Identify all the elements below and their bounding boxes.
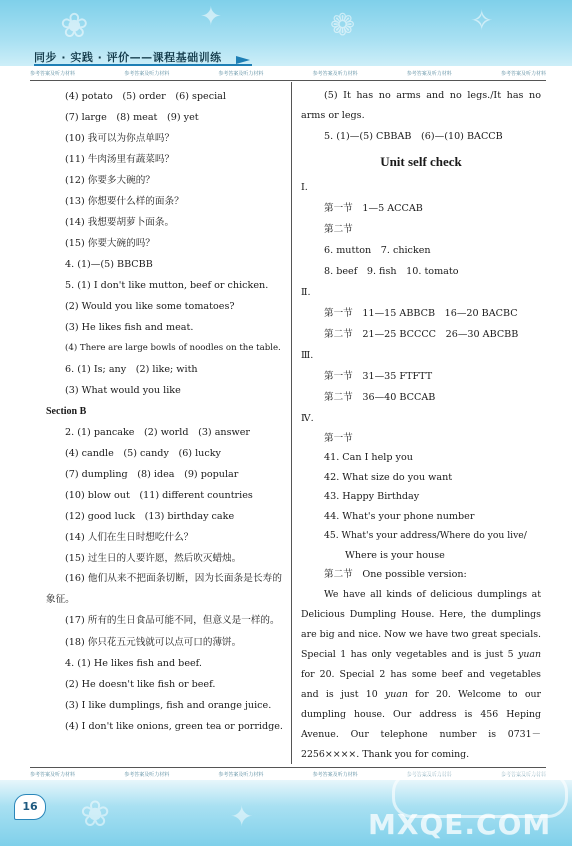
unit-self-check-title: Unit self check [380, 154, 462, 169]
watermark-text: MXQE.COM [368, 808, 552, 841]
strip-label: 参考答案及听力材料 [312, 70, 358, 77]
answer-line: 2. (1) pancake (2) world (3) answer [65, 427, 251, 438]
answer-line: (4) candle (5) candy (6) lucky [65, 448, 221, 459]
answer-line: 第一节 [324, 433, 353, 444]
answer-line: 8. beef 9. fish 10. tomato [324, 266, 459, 277]
answer-line: (12) good luck (13) birthday cake [65, 511, 235, 522]
strip-label: 参考答案及听力材料 [500, 70, 546, 77]
answer-line: (4) potato (5) order (6) special [65, 91, 226, 102]
column-divider [291, 82, 292, 764]
strip-label: 参考答案及听力材料 [406, 771, 452, 778]
answer-line: 第二节 36—40 BCCAB [324, 392, 436, 403]
answer-line: (15) 你要大碗的吗？ [65, 238, 155, 249]
answer-line: 第二节 [324, 224, 353, 235]
answer-line: 第二节 One possible version: [324, 569, 467, 580]
answer-line: 5. (1) I don't like mutton, beef or chicken. [65, 280, 269, 291]
strip-label: 参考答案及听力材料 [406, 70, 452, 77]
essay-text: We have all kinds of delicious dumplings at Delicious Dumpling House. Here, the dumplings are big and nice. Now we have two great specials. Special 1 has only vegetables and is just 5 [301, 588, 541, 660]
answer-line: (2) Would you like some tomatoes? [65, 301, 235, 312]
answer-line: 6. (1) Is; any (2) like; with [65, 364, 198, 375]
model-essay [301, 585, 541, 765]
answer-line: (4) There are large bowls of noodles on the table. [65, 343, 281, 353]
answer-line: 42. What size do you want [324, 471, 453, 483]
answer-line: (15) 过生日的人要许愿，然后吹灭蜡烛。 [65, 553, 242, 564]
header-underline [34, 64, 252, 66]
answer-line: (3) What would you like [65, 385, 181, 396]
strip-label: 参考答案及听力材料 [500, 771, 546, 778]
answer-line: Where is your house [345, 549, 445, 561]
answer-line: 43. Happy Birthday [324, 491, 420, 502]
answer-paragraph: (16) 他们从来不把面条切断，因为长面条是长寿的象征。 [46, 573, 282, 605]
answer-line: 41. Can I help you [324, 452, 413, 463]
answer-line: (11) 牛肉汤里有蔬菜吗？ [65, 154, 175, 165]
strip-label: 参考答案及听力材料 [218, 771, 264, 778]
answer-line: (7) dumpling (8) idea (9) popular [65, 469, 239, 480]
answer-line: 6. mutton 7. chicken [324, 245, 431, 256]
essay-text: yuan [384, 688, 408, 700]
answer-line: (12) 你要多大碗的？ [65, 175, 155, 186]
decorative-swirl-icon: ❀ [80, 794, 111, 835]
answer-line: (4) I don't like onions, green tea or porridge. [65, 720, 283, 732]
essay-text: yuan [518, 648, 541, 660]
strip-label: 参考答案及听力材料 [218, 70, 264, 77]
answer-line: 第一节 11—15 ABBCB 16—20 BACBC [324, 308, 518, 319]
section-numeral: Ⅳ. [301, 413, 314, 424]
answer-line: (3) I like dumplings, fish and orange juice. [65, 699, 272, 711]
answer-line: 45. What's your address/Where do you live/ [324, 530, 527, 541]
answer-paragraph: (17) 所有的生日食品可能不同，但意义是一样的。 [65, 615, 280, 626]
decorative-swirl-icon: ❀ [60, 6, 89, 46]
page-number: 16 [14, 794, 46, 820]
strip-label: 参考答案及听力材料 [124, 70, 170, 77]
decorative-star-icon: ✧ [470, 4, 494, 37]
answer-line: (18) 你只花五元钱就可以点可口的薄饼。 [65, 636, 242, 648]
answer-line: 4. (1)—(5) BBCBB [65, 259, 153, 270]
answer-line: (13) 你想要什么样的面条？ [65, 196, 184, 207]
answer-line: (7) large (8) meat (9) yet [65, 112, 199, 123]
answer-line: 第一节 1—5 ACCAB [324, 203, 423, 214]
essay-text: for 20. Special 2 has some beef and vegetables and is just 10 [301, 668, 541, 700]
right-column [301, 86, 541, 765]
strip-label: 参考答案及听力材料 [30, 70, 76, 77]
decorative-star-icon: ✦ [230, 800, 254, 833]
essay-text: for 20. Welcome to our dumpling house. Our address is 456 Heping Avenue. Our telephone number is 0731－2256××××. Thank you for coming. [301, 688, 542, 760]
section-numeral: Ⅰ. [301, 182, 308, 193]
answer-line: (3) He likes fish and meat. [65, 322, 194, 333]
answer-line: 44. What's your phone number [324, 510, 475, 522]
section-b-heading: Section B [46, 406, 87, 417]
answer-line: (14) 人们在生日时想吃什么？ [65, 532, 194, 543]
answer-line: 第一节 31—35 FTFTT [324, 371, 433, 382]
decorative-swirl-icon: ❁ [330, 8, 356, 43]
answer-line: (2) He doesn't like fish or beef. [65, 678, 216, 690]
section-numeral: Ⅱ. [301, 287, 311, 298]
header-title: 同步 · 实践 · 评价——课程基础训练 [34, 51, 222, 64]
section-numeral: Ⅲ. [301, 350, 314, 361]
answer-line: (10) 我可以为你点单吗？ [65, 133, 175, 144]
strip-label: 参考答案及听力材料 [30, 771, 76, 778]
answer-line: 5. (1)—(5) CBBAB (6)—(10) BACCB [324, 131, 503, 142]
answer-paragraph: (5) It has no arms and no legs./It has no arms or legs. [301, 90, 541, 121]
left-column [46, 86, 282, 737]
answer-strip-top [30, 68, 546, 78]
strip-label: 参考答案及听力材料 [124, 771, 170, 778]
decorative-star-icon: ✦ [200, 2, 222, 32]
answer-line: (10) blow out (11) different countries [65, 490, 253, 501]
answer-line: 第二节 21—25 BCCCC 26—30 ABCBB [324, 329, 519, 340]
answer-line: 4. (1) He likes fish and beef. [65, 657, 202, 669]
header-arrow-icon [236, 56, 250, 64]
answer-line: (14) 我想要胡萝卜面条。 [65, 217, 175, 228]
strip-label: 参考答案及听力材料 [312, 771, 358, 778]
